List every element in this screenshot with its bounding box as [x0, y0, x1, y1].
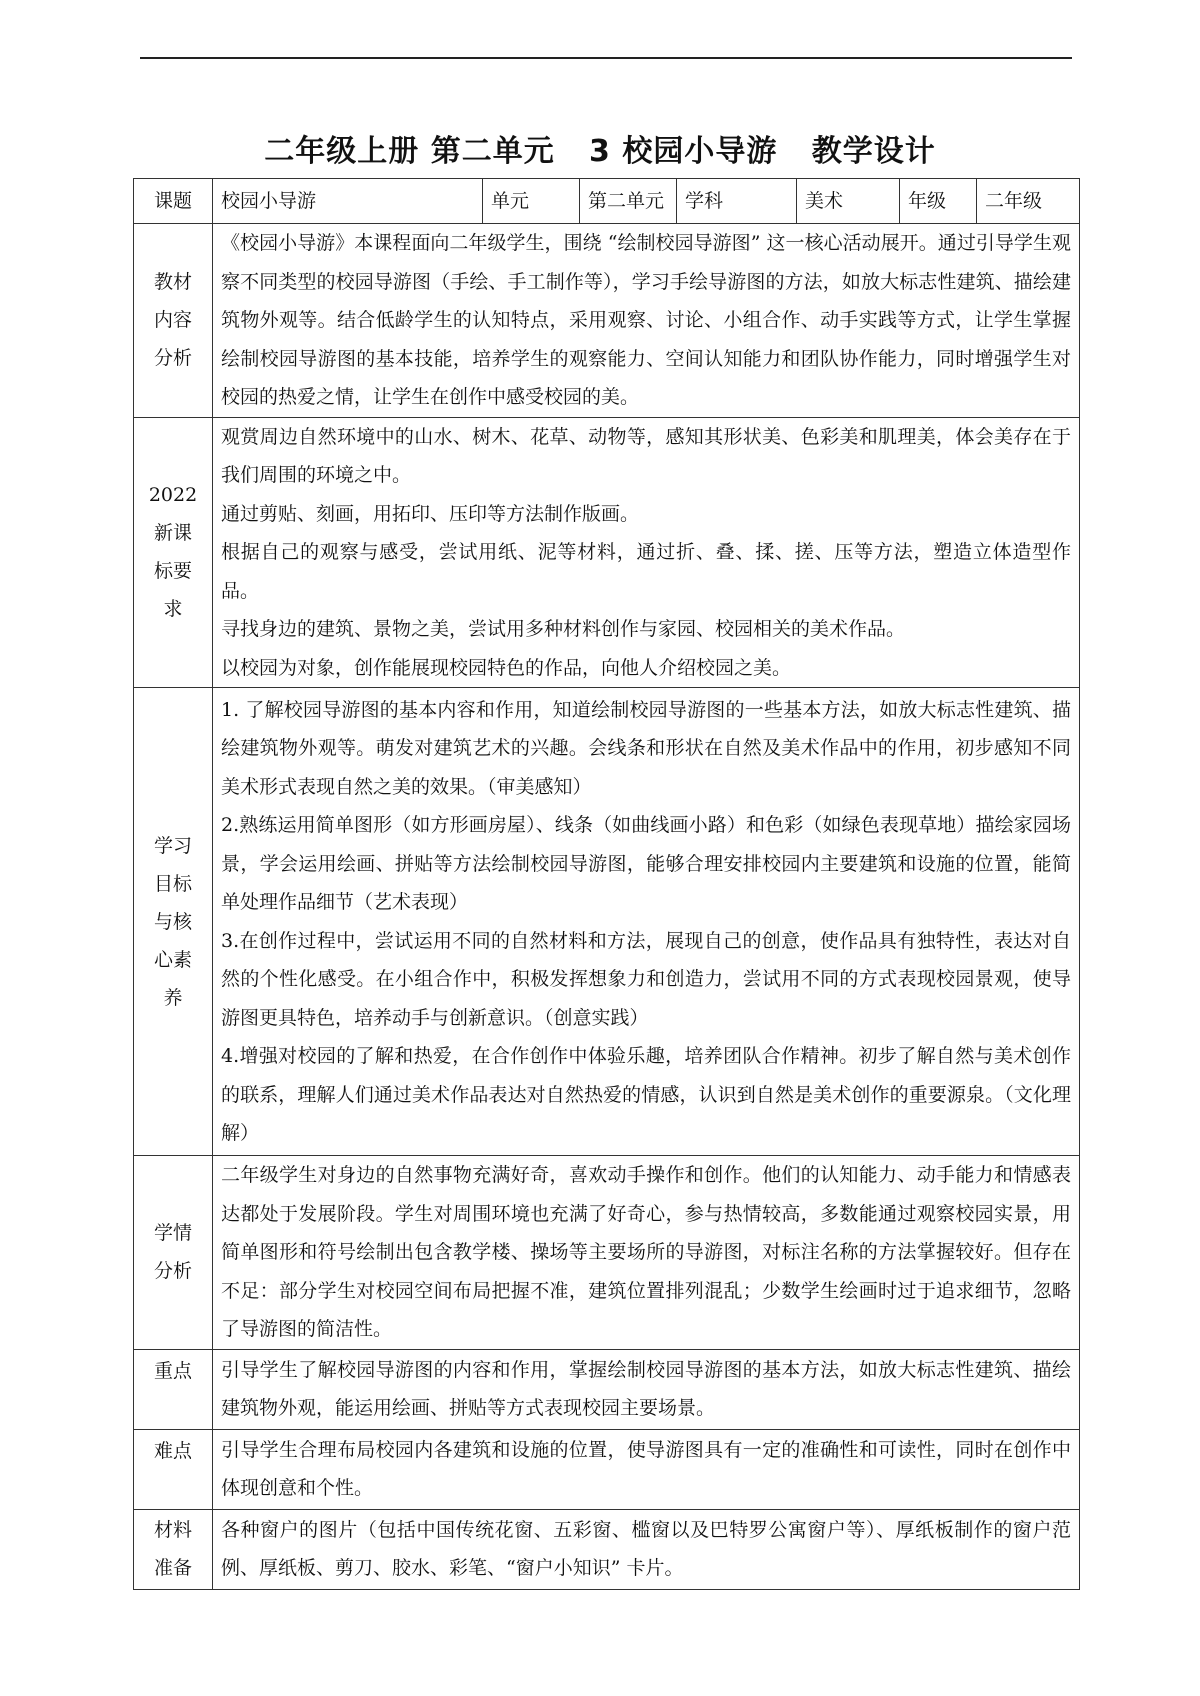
section-paragraph: 4.增强对校园的了解和热爱，在合作创作中体验乐趣，培养团队合作精神。初步了解自然与美术创作的联系，理解人们通过美术作品表达对自然热爱的情感，认识到自然是美术创作的重要源泉。（文化理解）	[221, 1045, 1071, 1144]
section-paragraph: 3.在创作过程中，尝试运用不同的自然材料和方法，展现自己的创意，使作品具有独特性，表达对自然的个性化感受。在小组合作中，积极发挥想象力和创造力，尝试用不同的方式表现校园景观，使导游图更具特色，培养动手与创新意识。（创意实践）	[221, 929, 1071, 1029]
section-paragraph: 引导学生了解校园导游图的内容和作用，掌握绘制校园导游图的基本方法，如放大标志性建筑、描绘建筑物外观，能运用绘画、拼贴等方式表现校园主要场景。	[221, 1358, 1071, 1419]
section-body	[213, 1156, 1080, 1350]
unit-value: 第二单元	[580, 179, 677, 224]
section-body	[213, 1349, 1080, 1429]
unit-label: 单元	[483, 179, 580, 224]
section-row-key-points	[134, 1349, 1080, 1429]
section-row-curriculum-standard	[134, 417, 1080, 688]
section-label: 2022 新课 标要 求	[134, 417, 213, 688]
topic-label: 课题	[134, 179, 213, 224]
section-paragraph: 根据自己的观察与感受，尝试用纸、泥等材料，通过折、叠、揉、搓、压等方法，塑造立体造型作品。	[221, 541, 1071, 602]
lesson-plan-table	[133, 178, 1080, 1590]
section-body	[213, 1429, 1080, 1509]
section-label: 重点	[134, 1349, 213, 1429]
section-paragraph: 以校园为对象，创作能展现校园特色的作品，向他人介绍校园之美。	[221, 656, 792, 679]
section-body	[213, 224, 1080, 418]
section-body	[213, 1509, 1080, 1589]
section-label: 难点	[134, 1429, 213, 1509]
page-title: 二年级上册 第二单元 3 校园小导游 教学设计	[264, 134, 936, 169]
section-paragraph: 引导学生合理布局校园内各建筑和设施的位置，使导游图具有一定的准确性和可读性，同时在创作中体现创意和个性。	[221, 1438, 1071, 1499]
section-label: 教材 内容 分析	[134, 224, 213, 418]
header-rule	[140, 57, 1072, 59]
section-label: 学情 分析	[134, 1156, 213, 1350]
grade-label: 年级	[900, 179, 977, 224]
section-paragraph: 各种窗户的图片（包括中国传统花窗、五彩窗、槛窗以及巴特罗公寓窗户等）、厚纸板制作的窗户范例、厚纸板、剪刀、胶水、彩笔、“窗户小知识” 卡片。	[221, 1518, 1071, 1579]
section-label: 学习 目标 与核 心素 养	[134, 688, 213, 1156]
header-row	[134, 179, 1080, 224]
section-paragraph: 寻找身边的建筑、景物之美，尝试用多种材料创作与家园、校园相关的美术作品。	[221, 618, 906, 640]
section-body	[213, 688, 1080, 1156]
section-paragraph: 2.熟练运用简单图形（如方形画房屋）、线条（如曲线画小路）和色彩（如绿色表现草地）描绘家园场景，学会运用绘画、拼贴等方法绘制校园导游图，能够合理安排校园内主要建筑和设施的位置，能简单处理作品细节（艺术表现）	[221, 814, 1071, 913]
section-paragraph: 1. 了解校园导游图的基本内容和作用，知道绘制校园导游图的一些基本方法，如放大标志性建筑、描绘建筑物外观等。萌发对建筑艺术的兴趣。会线条和形状在自然及美术作品中的作用，初步感知不同美术形式表现自然之美的效果。（审美感知）	[221, 698, 1071, 798]
topic-value: 校园小导游	[213, 179, 483, 224]
section-paragraph: 观赏周边自然环境中的山水、树木、花草、动物等，感知其形状美、色彩美和肌理美，体会美存在于我们周围的环境之中。	[221, 425, 1071, 486]
section-paragraph: 二年级学生对身边的自然事物充满好奇，喜欢动手操作和创作。他们的认知能力、动手能力和情感表达都处于发展阶段。学生对周围环境也充满了好奇心，参与热情较高，多数能通过观察校园实景，用简单图形和符号绘制出包含教学楼、操场等主要场所的导游图，对标注名称的方法掌握较好。但存在不足：部分学生对校园空间布局把握不准，建筑位置排列混乱；少数学生绘画时过于追求细节，忽略了导游图的简洁性。	[221, 1164, 1071, 1340]
section-label: 材料 准备	[134, 1509, 213, 1589]
grade-value: 二年级	[977, 179, 1080, 224]
section-paragraph: 《校园小导游》本课程面向二年级学生，围绕 “绘制校园导游图” 这一核心活动展开。通过引导学生观察不同类型的校园导游图（手绘、手工制作等），学习手绘导游图的方法，如放大标志性建筑、描绘建筑物外观等。结合低龄学生的认知特点，采用观察、讨论、小组合作、动手实践等方式，让学生掌握绘制校园导游图的基本技能，培养学生的观察能力、空间认知能力和团队协作能力，同时增强学生对校园的热爱之情，让学生在创作中感受校园的美。	[221, 232, 1071, 408]
section-row-student-analysis	[134, 1156, 1080, 1350]
section-row-difficulties	[134, 1429, 1080, 1509]
section-row-learning-objectives	[134, 688, 1080, 1156]
subject-label: 学科	[677, 179, 797, 224]
section-paragraph: 通过剪贴、刻画，用拓印、压印等方法制作版画。	[221, 502, 640, 525]
subject-value: 美术	[797, 179, 900, 224]
section-row-materials	[134, 1509, 1080, 1589]
section-row-material-analysis	[134, 224, 1080, 418]
section-body	[213, 417, 1080, 688]
